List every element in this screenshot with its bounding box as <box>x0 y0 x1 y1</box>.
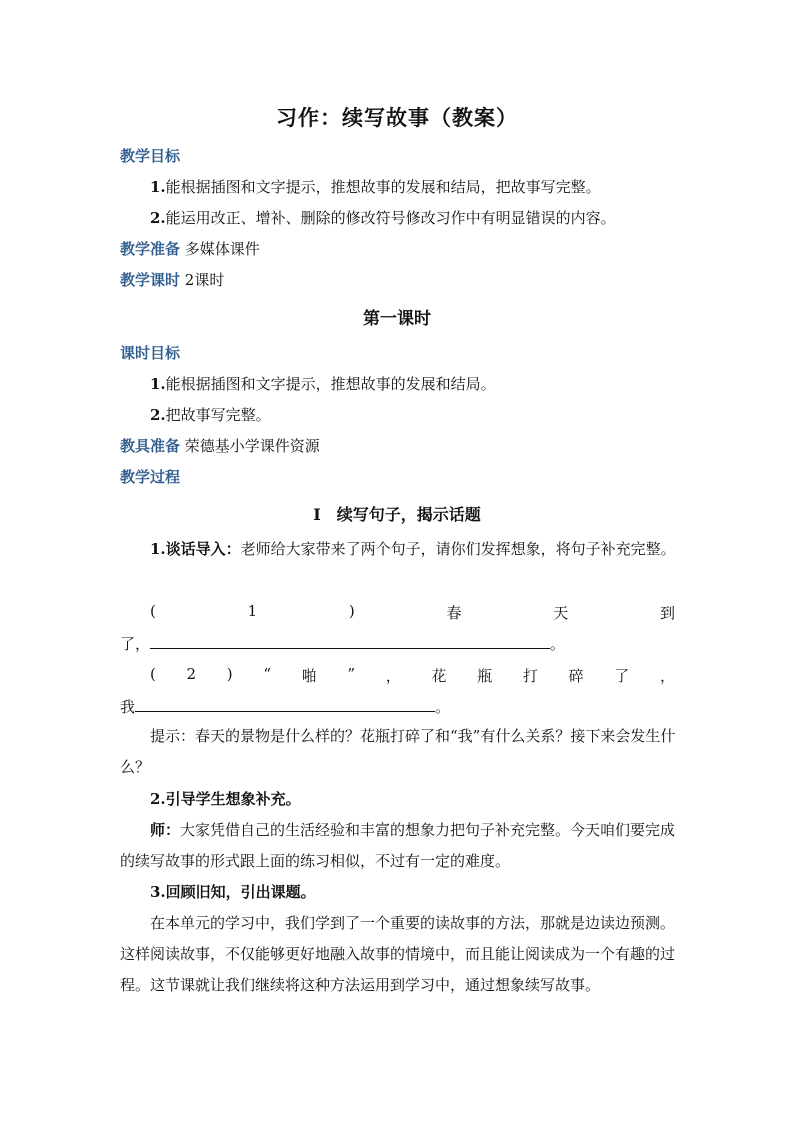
step-2-heading <box>120 784 680 815</box>
sentence-2-part: 碎 <box>568 667 584 685</box>
lesson-1-title: 第一课时 <box>363 309 431 329</box>
prep-value: 多媒体课件 <box>184 240 260 258</box>
goal-2-number: 2. <box>150 209 166 227</box>
sentence-1-part: 天 <box>553 604 569 622</box>
step-1-paragraph <box>120 534 680 565</box>
sentence-1-part: 春 <box>446 604 462 622</box>
sentence-2-part: ( <box>150 665 156 683</box>
step-1-lead: 1.谈话导入： <box>150 540 241 558</box>
sentence-1-cont-text: 了， <box>120 635 151 653</box>
step-3-heading <box>120 877 680 908</box>
sentence-2-continuation <box>120 696 450 717</box>
teacher-label: 师： <box>150 821 181 839</box>
goals-label: 教学目标 <box>120 147 181 165</box>
lesson-goal-1-text: 能根据插图和文字提示，推想故事的发展和结局。 <box>165 375 496 393</box>
goal-1 <box>150 176 601 197</box>
section-1-title: Ⅰ 续写句子，揭示话题 <box>313 505 481 524</box>
sentence-2-part: 2 <box>186 665 197 683</box>
sentence-2-part: ) <box>226 665 233 683</box>
sentence-2-part: “ <box>263 665 271 683</box>
tools-label: 教具准备 <box>120 437 181 455</box>
sentence-2-part: 了 <box>614 667 630 685</box>
final-paragraph: 在本单元的学习中，我们学到了一个重要的读故事的方法，那就是边读边预测。这样阅读故事，不仅能够更好地融入故事的情境中，而且能让阅读成为一个有趣的过程。这节课就让我们继续将这种方法运用到学习中，通过想象续写故事。 <box>120 914 676 994</box>
step-2-text: 2.引导学生想象补充。 <box>150 790 301 808</box>
lesson-goal-2 <box>150 404 271 425</box>
process-heading <box>120 466 180 487</box>
hours-label: 教学课时 <box>120 271 181 289</box>
sentence-1-blank[interactable] <box>150 634 550 649</box>
sentence-2-part: 瓶 <box>477 667 493 685</box>
sentence-1-part: 到 <box>659 604 675 622</box>
prep-label: 教学准备 <box>120 240 181 258</box>
sentence-2-part: ， <box>385 667 401 685</box>
sentence-2-part: 花 <box>431 667 447 685</box>
sentence-2-part: ， <box>659 667 675 685</box>
hours-value: 2课时 <box>184 271 225 289</box>
lesson-goals-heading <box>120 342 180 363</box>
sentence-1-part: 1 <box>247 602 258 620</box>
document-title: 习作：续写故事（教案） <box>276 105 518 130</box>
tools-row <box>120 435 320 456</box>
sentence-2-blank[interactable] <box>135 697 435 712</box>
goal-1-text: 能根据插图和文字提示，推想故事的发展和结局，把故事写完整。 <box>165 178 601 196</box>
goal-1-number: 1. <box>150 178 166 196</box>
goal-2 <box>150 207 616 228</box>
goal-2-text: 能运用改正、增补、删除的修改符号修改习作中有明显错误的内容。 <box>165 209 616 227</box>
step-3-text: 3.回顾旧知，引出课题。 <box>150 883 316 901</box>
goals-heading <box>120 145 180 166</box>
sentence-2-part: 啪 <box>301 667 317 685</box>
lesson-goal-2-text: 把故事写完整。 <box>165 406 271 424</box>
step-1-text: 老师给大家带来了两个句子，请你们发挥想象，将句子补充完整。 <box>240 540 676 558</box>
sentence-1-part: ( <box>150 602 156 620</box>
process-label: 教学过程 <box>120 468 181 486</box>
sentence-1-line <box>150 602 675 623</box>
teacher-paragraph <box>120 815 680 877</box>
prep-row <box>120 238 260 259</box>
teacher-text: 大家凭借自己的生活经验和丰富的想象力把句子补充完整。今天咱们要完成的续写故事的形式跟上面的练习相似，不过有一定的难度。 <box>120 821 676 870</box>
sentence-2-end: 。 <box>435 698 451 716</box>
lesson-goal-2-number: 2. <box>150 406 166 424</box>
lesson-goals-label: 课时目标 <box>120 344 181 362</box>
tools-value: 荣德基小学课件资源 <box>184 437 320 455</box>
sentence-2-part: 打 <box>522 667 538 685</box>
sentence-1-continuation <box>120 633 565 654</box>
hint-paragraph: 提示：春天的景物是什么样的？花瓶打碎了和“我”有什么关系？接下来会发生什么？ <box>120 727 676 776</box>
lesson-goal-1 <box>150 373 496 394</box>
sentence-1-end: 。 <box>550 635 566 653</box>
lesson-goal-1-number: 1. <box>150 375 166 393</box>
hours-row <box>120 269 224 290</box>
sentence-2-cont-text: 我 <box>120 698 136 716</box>
sentence-2-line <box>150 665 675 686</box>
sentence-1-part: ) <box>348 602 355 620</box>
sentence-2-part: ” <box>347 665 356 683</box>
